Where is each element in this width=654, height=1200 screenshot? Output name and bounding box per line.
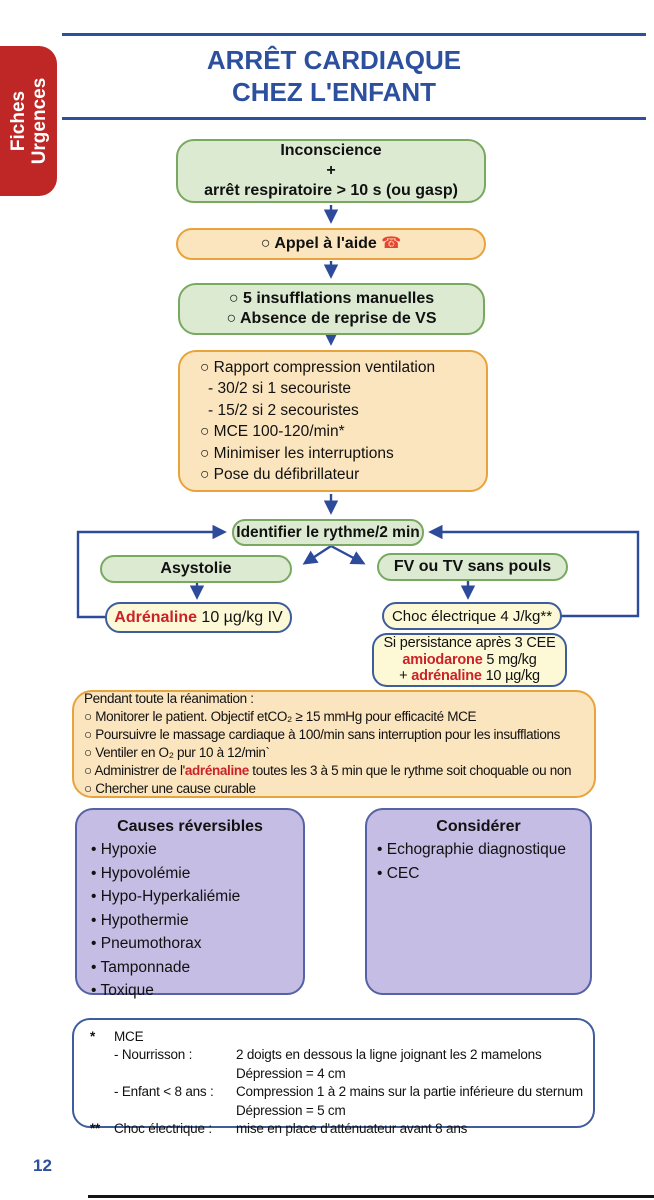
pendant-title: Pendant toute la réanimation :	[84, 691, 254, 706]
step-inconscience-box	[176, 139, 486, 203]
considerer-item: • Echographie diagnostique	[377, 841, 566, 858]
drug-amiodarone-label: amiodarone	[402, 651, 483, 668]
sidebar-tab-fiches-urgences[interactable]	[0, 46, 57, 196]
cause-item: • Toxique	[91, 982, 154, 999]
branch-asystole-box: Asystolie	[100, 555, 292, 583]
step-insufflations-line2: ○ Absence de reprise de VS	[226, 310, 437, 327]
pendant-line: ○ Monitorer le patient. Objectif etCO₂ ≥ 15 mmHg pour efficacité MCE	[84, 709, 477, 724]
pendant-line: ○ Administrer de l'adrénaline toutes les 3 à 5 min que le rythme soit choquable ou non	[84, 763, 572, 778]
cause-item: • Tamponnade	[91, 958, 191, 976]
compression-line: ○ Minimiser les interruptions	[200, 444, 394, 462]
page-number: 12	[33, 1156, 52, 1175]
cause-item: • Hypoxie	[91, 841, 157, 858]
compression-line: - 15/2 si 2 secouristes	[208, 401, 359, 419]
sidebar-tab-label: Fiches Urgences	[7, 77, 50, 165]
footnote-row: Dépression = 5 cm	[236, 1102, 346, 1118]
considerer-item: • CEC	[377, 864, 420, 882]
step-inconscience-line2: +	[326, 162, 336, 179]
step-inconscience-line3: arrêt respiratoire > 10 s (ou gasp)	[204, 182, 458, 199]
pendant-line: ○ Chercher une cause curable	[84, 781, 256, 796]
pendant-line: ○ Ventiler en O₂ pur 10 à 12/min`	[84, 745, 270, 760]
cause-item: • Pneumothorax	[91, 935, 202, 952]
causes-reversibles-box	[75, 808, 305, 999]
footnote-box	[72, 1018, 595, 1137]
step-inconscience-line1: Inconscience	[280, 142, 382, 159]
step-identify-rhythm-box: Identifier le rythme/2 min	[232, 519, 424, 546]
pendant-reanimation-box	[72, 690, 596, 798]
footnote-row: - Enfant < 8 ans : Compression 1 à 2 mains sur la partie inférieure du sternum	[114, 1084, 583, 1100]
causes-title: Causes réversibles	[117, 818, 263, 835]
considerer-box	[365, 808, 592, 995]
compression-line: ○ MCE 100-120/min*	[200, 423, 345, 440]
footnote-row: ** Choc électrique : mise en place d'atténuateur avant 8 ans	[90, 1121, 468, 1137]
footnote-row: Dépression = 4 cm	[236, 1065, 346, 1081]
action-persistance-box: Si persistance après 3 CEE amiodarone 5 mg/kg + adrénaline 10 µg/kg	[372, 633, 567, 687]
step-compression-box	[178, 350, 488, 492]
considerer-title: Considérer	[436, 818, 521, 835]
page-title: ARRÊT CARDIAQUE CHEZ L'ENFANT	[206, 45, 462, 107]
cause-item: • Hypo-Hyperkaliémie	[91, 888, 241, 905]
pendant-line: ○ Poursuivre le massage cardiaque à 100/min sans interruption pour les insufflations	[84, 727, 561, 742]
step-insufflations-box	[178, 283, 485, 335]
bottom-divider	[88, 1195, 654, 1198]
compression-line: - 30/2 si 1 secouriste	[208, 380, 352, 397]
phone-icon: ☎	[381, 235, 402, 252]
action-choc-electrique-box: Choc électrique 4 J/kg**	[382, 602, 562, 630]
step-insufflations-line1: ○ 5 insufflations manuelles	[228, 290, 435, 307]
drug-adrenaline-label: adrénaline	[184, 763, 249, 778]
branch-fv-tv-box: FV ou TV sans pouls	[377, 553, 568, 581]
footnote-row: - Nourrisson : 2 doigts en dessous la ligne joignant les 2 mamelons	[114, 1047, 542, 1063]
cause-item: • Hypovolémie	[91, 864, 191, 882]
cause-item: • Hypothermie	[91, 911, 189, 929]
drug-adrenaline-label: Adrénaline	[114, 608, 197, 626]
step-appel-aide-label: ○ Appel à l'aide ☎	[260, 235, 402, 252]
footnote-row: * MCE	[90, 1029, 144, 1044]
drug-adrenaline-label: adrénaline	[411, 668, 482, 685]
action-adrenaline-box: Adrénaline 10 µg/kg IV	[105, 602, 292, 633]
compression-line: ○ Pose du défibrillateur	[200, 466, 360, 483]
compression-line: ○ Rapport compression ventilation	[200, 358, 436, 376]
step-appel-aide-box	[176, 228, 486, 260]
